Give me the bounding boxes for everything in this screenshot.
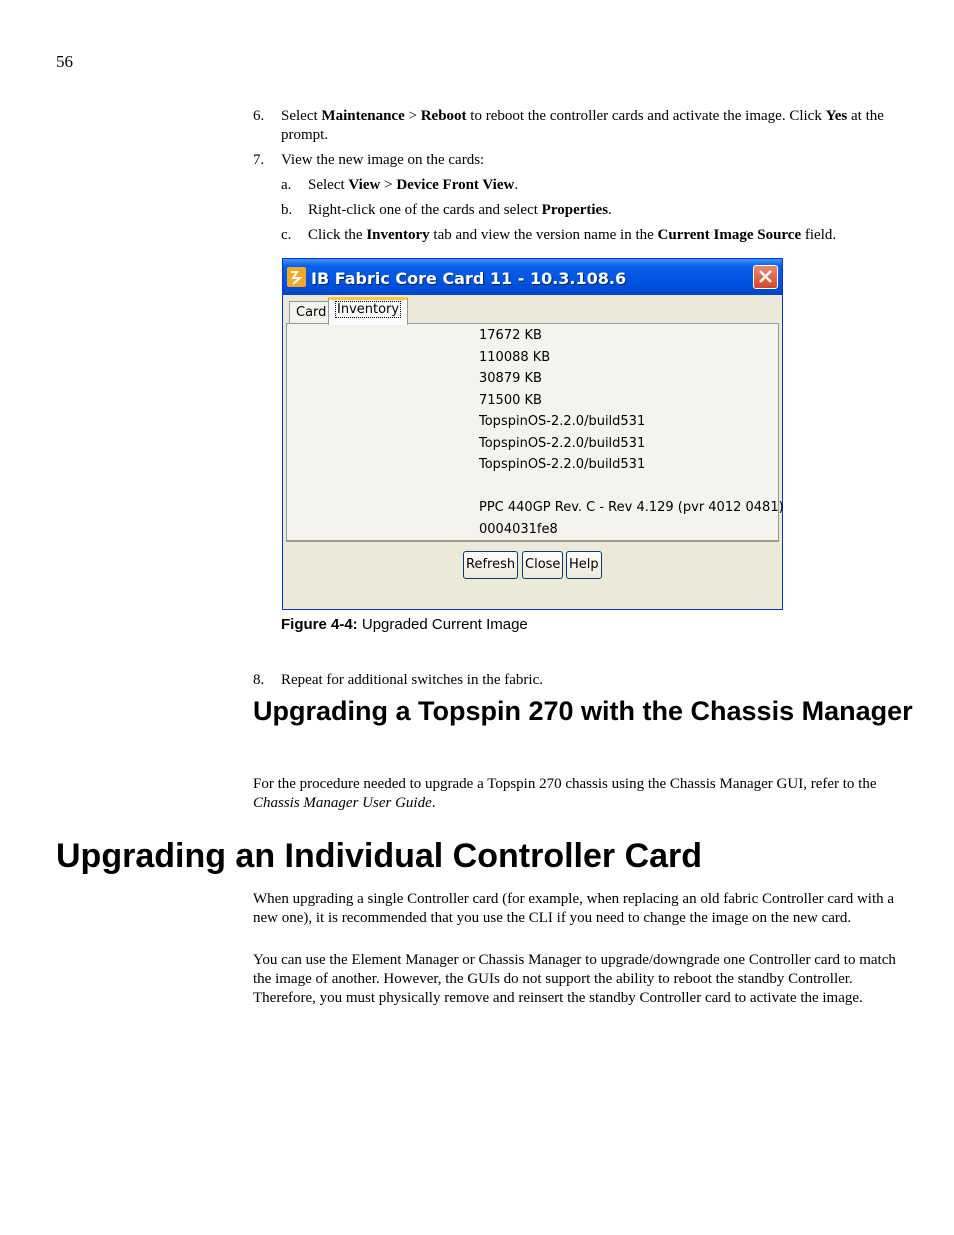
dialog-body [286, 295, 784, 606]
step-text: field. [801, 227, 837, 243]
substep-b [253, 201, 903, 220]
guide-title: Chassis Manager User Guide [253, 795, 432, 811]
field-value: 110088 KB [479, 350, 551, 365]
step-text: at the prompt. [281, 108, 884, 143]
procedure-steps [253, 107, 903, 251]
section-heading: Upgrading a Topspin 270 with the Chassis Manager [253, 696, 913, 726]
step-text: Select [308, 177, 349, 193]
substep-letter: c. [281, 227, 292, 243]
field-value: 17672 KB [479, 328, 542, 343]
tab-name: Inventory [366, 227, 430, 243]
substep-letter: b. [281, 202, 293, 218]
step-text: > [404, 108, 421, 124]
chapter-heading: Upgrading an Individual Controller Card [56, 837, 703, 875]
figure-label: Figure 4-4: [281, 616, 358, 633]
menu-name: View [348, 177, 381, 193]
menu-name: Maintenance [321, 108, 405, 124]
field-value: 30879 KB [479, 371, 542, 386]
paragraph: When upgrading a single Controller card (for example, when replacing an old fabric Controller card with a new one), it is recommended that you use the CLI if you need to change the image on the new card. [253, 891, 895, 926]
substep-c [253, 226, 903, 245]
refresh-button[interactable]: Refresh [463, 551, 518, 579]
inventory-panel [286, 323, 784, 542]
dialog-title: IB Fabric Core Card 11 - 10.3.108.6 [311, 269, 627, 288]
figure-title: Upgraded Current Image [357, 616, 528, 633]
tab-inventory[interactable] [328, 297, 408, 325]
field-value: 71500 KB [479, 393, 542, 408]
step-text: Repeat for additional switches in the fabric. [281, 672, 543, 688]
step-text: Select [281, 108, 322, 124]
substep-letter: a. [281, 177, 292, 193]
paragraph: You can use the Element Manager or Chassis Manager to upgrade/downgrade one Controller card to match the image of another. However, the GUIs do not support the ability to reboot the standby Controller. Therefore, you must physically remove and reinsert the standby Controller card to activate the image. [253, 952, 896, 1006]
close-window-button[interactable] [753, 265, 778, 289]
menu-item-name: Reboot [420, 108, 467, 124]
step-number: 6. [253, 108, 265, 124]
menu-item-name: Properties [541, 202, 609, 218]
field-value: TopspinOS-2.2.0/build531 [479, 414, 646, 429]
step-number: 8. [253, 672, 265, 688]
field-value: TopspinOS-2.2.0/build531 [479, 457, 646, 472]
help-button[interactable]: Help [566, 551, 602, 579]
step-text: . [608, 202, 612, 218]
step-7 [253, 151, 903, 170]
field-value: 0004031fe8 [479, 522, 558, 537]
close-icon [754, 266, 777, 288]
tab-label: Card [296, 305, 327, 320]
figure-caption [281, 616, 528, 633]
step-text: Right-click one of the cards and select [308, 202, 542, 218]
field-value: PPC 440GP Rev. C - Rev 4.129 (pvr 4012 0481) [479, 500, 784, 515]
field-name: Current Image Source [657, 227, 802, 243]
dialog-titlebar[interactable] [283, 259, 782, 295]
page-number: 56 [56, 52, 73, 71]
menu-item-name: Device Front View [396, 177, 515, 193]
step-text: View the new image on the cards: [281, 152, 485, 168]
step-text: tab and view the version name in the [429, 227, 658, 243]
step-text: to reboot the controller cards and activate the image. Click [466, 108, 826, 124]
tab-card[interactable] [289, 301, 333, 323]
step-number: 7. [253, 152, 265, 168]
step-6 [253, 107, 903, 145]
tab-label: Inventory [337, 302, 400, 317]
prompt-answer: Yes [825, 108, 848, 124]
field-value: TopspinOS-2.2.0/build531 [479, 436, 646, 451]
step-8 [253, 672, 954, 689]
card-properties-dialog [282, 258, 783, 610]
step-text: Click the [308, 227, 367, 243]
close-button[interactable]: Close [522, 551, 563, 579]
paragraph-text: . [431, 795, 436, 811]
substep-a [253, 176, 903, 195]
app-icon [287, 267, 306, 287]
step-text: . [514, 177, 519, 193]
paragraph-text: For the procedure needed to upgrade a Topspin 270 chassis using the Chassis Manager GUI, refer to the [253, 776, 877, 792]
paragraph [253, 775, 903, 813]
step-text: > [380, 177, 397, 193]
